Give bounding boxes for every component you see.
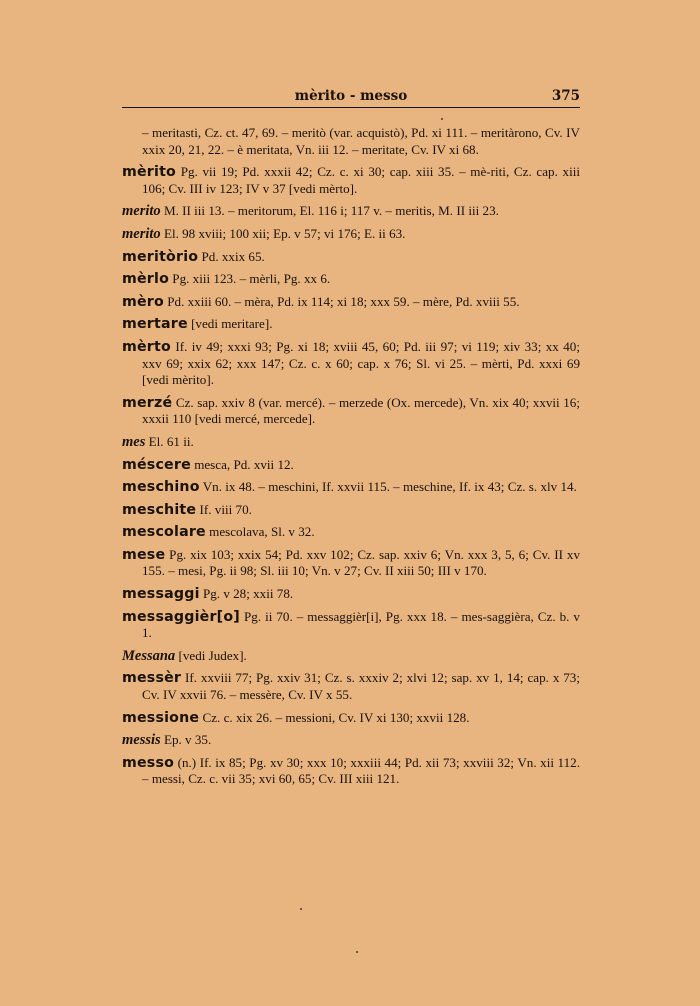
- entry-text: Pg. ii 70. – messaggièr[i], Pg. xxx 18. – mes-saggièra, Cz. b. v 1.: [142, 608, 580, 641]
- entry-headword: Messana: [122, 647, 176, 664]
- entry-headword: méscere: [122, 456, 191, 473]
- header-title: mèrito - messo: [294, 88, 408, 104]
- entry-headword: mescolare: [122, 524, 206, 541]
- running-header: [122, 88, 580, 106]
- entry-text: mesca, Pd. xvii 12.: [194, 456, 294, 472]
- dictionary-entry: [122, 648, 580, 665]
- entry-text: If. viii 70.: [199, 501, 252, 517]
- entry-text: Pg. xiii 123. – mèrli, Pg. xx 6.: [172, 271, 331, 287]
- entry-text: [vedi Judex].: [178, 647, 247, 663]
- dictionary-entry: [122, 547, 580, 580]
- dictionary-entry: [122, 339, 580, 389]
- entry-text: Ep. v 35.: [163, 732, 212, 748]
- entry-text: Pg. xix 103; xxix 54; Pd. xxv 102; Cz. sap. xxiv 6; Vn. xxx 3, 5, 6; Cv. II xv 155. – mesi, Pg. ii 98; Sl. iii 10; Vn. v 27; Cv. II xiii 50; III v 170.: [142, 546, 581, 579]
- speck: [441, 118, 443, 120]
- entry-text: If. xxviii 77; Pg. xxiv 31; Cz. s. xxxiv 2; xlvi 12; sap. xv 1, 14; cap. x 73; Cv. IV xxvii 76. – messère, Cv. IV x 55.: [142, 670, 580, 703]
- entry-text: mescolava, Sl. v 32.: [209, 524, 315, 540]
- dictionary-entry: [122, 395, 580, 428]
- entry-headword: messèr: [122, 670, 182, 687]
- header-rule: [122, 107, 580, 108]
- dictionary-entry: [122, 203, 580, 220]
- entry-text: If. iv 49; xxxi 93; Pg. xi 18; xviii 45, 60; Pd. iii 97; vi 119; xiv 33; xx 40; xxv 69; xxix 62; xxx 147; Cz. c. x 60; cap. x 76; Sl. vi 25. – mèrti, Pd. xxxi 69 [vedi mèrito].: [142, 338, 580, 388]
- dictionary-entry: [122, 226, 580, 243]
- dictionary-entry: [122, 755, 580, 788]
- entry-headword: messo: [122, 754, 175, 771]
- dictionary-entry: [122, 479, 580, 496]
- entry-text: Pg. vii 19; Pd. xxxii 42; Cz. c. xi 30; cap. xiii 35. – mè-riti, Cz. cap. xiii 106; Cv. III iv 123; IV v 37 [vedi mèrto].: [142, 164, 580, 196]
- dictionary-entry: [122, 294, 580, 311]
- dictionary-entry: [122, 434, 580, 451]
- entry-headword: mèrlo: [122, 271, 170, 288]
- entry-headword: messaggièr[o]: [122, 608, 240, 625]
- entry-text: [vedi meritare].: [191, 316, 273, 332]
- dictionary-entry: [122, 586, 580, 603]
- dictionary-entry: [122, 609, 580, 642]
- entry-text: Pg. v 28; xxii 78.: [202, 586, 294, 602]
- entry-headword: merito: [122, 203, 161, 220]
- entry-text: Cz. sap. xxiv 8 (var. mercé). – merzede (Ox. mercede), Vn. xix 40; xxvii 16; xxxii 110 [vedi mercé, mercede].: [142, 394, 580, 427]
- entry-text: El. 61 ii.: [148, 433, 194, 449]
- entry-headword: merzé: [122, 394, 173, 411]
- dictionary-entry: [122, 271, 580, 288]
- entry-headword: mertare: [122, 316, 188, 333]
- entry-headword: messis: [122, 732, 161, 749]
- dictionary-entry: [122, 502, 580, 519]
- entry-text: M. II iii 13. – meritorum, El. 116 i; 117 v. – meritis, M. II iii 23.: [163, 203, 499, 219]
- entry-headword: mes: [122, 433, 146, 450]
- entry-text: Cz. c. xix 26. – messioni, Cv. IV xi 130; xxvii 128.: [202, 709, 470, 725]
- entry-headword: meschite: [122, 501, 197, 518]
- speck: [300, 908, 302, 910]
- dictionary-entry: [122, 670, 580, 703]
- entry-headword: mèrito: [122, 164, 176, 181]
- dictionary-entry: [122, 457, 580, 474]
- entry-headword: mese: [122, 546, 166, 563]
- entry-text: (n.) If. ix 85; Pg. xv 30; xxx 10; xxxiii 44; Pd. xii 73; xxviii 32; Vn. xii 112. – messi, Cz. c. vii 35; xvi 60, 65; Cv. III xiii 121.: [142, 754, 580, 787]
- entry-headword: messione: [122, 709, 200, 726]
- entry-text: Pd. xxix 65.: [201, 248, 265, 264]
- page-number: 375: [551, 88, 580, 104]
- dictionary-entry: [122, 732, 580, 749]
- entry-headword: merito: [122, 225, 161, 242]
- dictionary-entry: [122, 710, 580, 727]
- dictionary-entry: [122, 524, 580, 541]
- entry-headword: messaggi: [122, 586, 200, 603]
- entry-text: Vn. ix 48. – meschini, If. xxvii 115. – meschine, If. ix 43; Cz. s. xlv 14.: [202, 479, 577, 495]
- dictionary-entry: [122, 164, 580, 197]
- entry-text: El. 98 xviii; 100 xii; Ep. v 57; vi 176; E. ii 63.: [163, 225, 406, 241]
- dictionary-entry: [122, 316, 580, 333]
- entry-text: Pd. xxiii 60. – mèra, Pd. ix 114; xi 18; xxx 59. – mère, Pd. xviii 55.: [167, 293, 520, 309]
- entry-text: – meritasti, Cz. ct. 47, 69. – meritò (var. acquistò), Pd. xi 111. – meritàrono, Cv. IV xxix 20, 21, 22. – è meritata, Vn. iii 12. – meritate, Cv. IV xi 68.: [142, 125, 580, 157]
- entry-headword: mèro: [122, 293, 164, 310]
- entry-headword: meschino: [122, 479, 200, 496]
- dictionary-entry: [122, 125, 580, 158]
- speck: [356, 951, 358, 953]
- entry-headword: meritòrio: [122, 248, 199, 265]
- entry-list: [122, 125, 580, 794]
- entry-headword: mèrto: [122, 338, 171, 355]
- dictionary-entry: [122, 249, 580, 266]
